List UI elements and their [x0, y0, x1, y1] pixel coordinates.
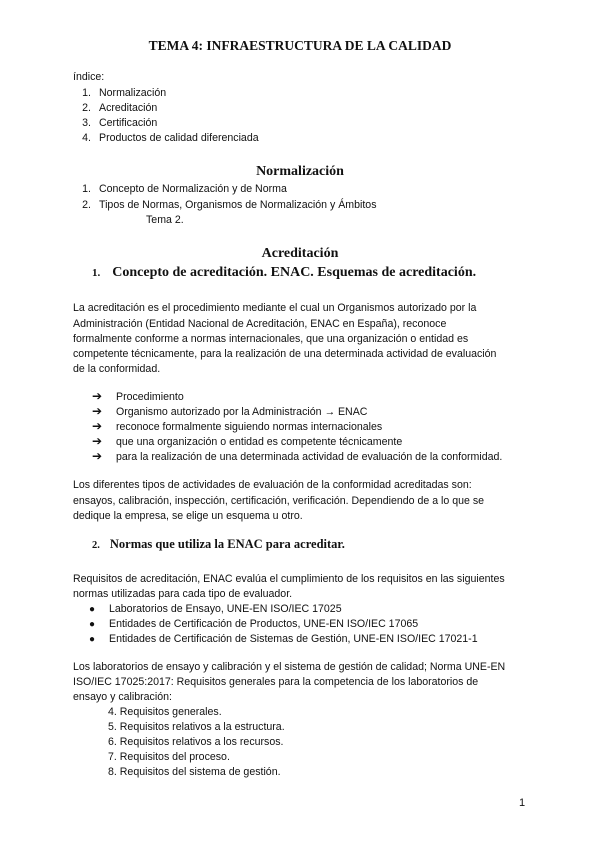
- arrow-icon: ➔: [92, 449, 103, 463]
- bullet-icon: ●: [88, 604, 96, 615]
- list-item: ➔ que una organización o entidad es competente técnicamente: [92, 434, 403, 448]
- list-item: 1. Concepto de Normalización y de Norma: [82, 183, 287, 195]
- bullet-icon: ●: [88, 619, 96, 630]
- subsection-heading-1: 1. Concepto de acreditación. ENAC. Esquemas de acreditación.: [92, 265, 477, 280]
- section-heading-acreditacion: Acreditación: [261, 246, 339, 261]
- list-item: ➔ reconoce formalmente siguiendo normas internacionales: [92, 419, 383, 433]
- list-item: ➔ para la realización de una determinada actividad de evaluación de la conformidad.: [92, 449, 503, 463]
- document-title: TEMA 4: INFRAESTRUCTURA DE LA CALIDAD: [148, 38, 452, 53]
- arrow-icon: ➔: [92, 404, 103, 418]
- list-item: ➔ Procedimiento: [92, 389, 184, 403]
- note-text: Tema 2.: [146, 214, 184, 226]
- list-item: 4. Productos de calidad diferenciada: [82, 132, 259, 144]
- list-item: ➔ Organismo autorizado por la Administración → ENAC: [92, 404, 368, 418]
- index-label: índice:: [73, 71, 105, 83]
- list-item: 1. Normalización: [82, 87, 167, 99]
- list-item: 8. Requisitos del sistema de gestión.: [108, 766, 281, 778]
- arrow-icon: ➔: [92, 434, 103, 448]
- bullet-icon: ●: [88, 634, 96, 645]
- list-item: 6. Requisitos relativos a los recursos.: [108, 736, 284, 748]
- list-item: 7. Requisitos del proceso.: [108, 751, 230, 763]
- list-item: ● Entidades de Certificación de Sistemas de Gestión, UNE-EN ISO/IEC 17021-1: [85, 632, 478, 647]
- list-item: ● Entidades de Certificación de Productos, UNE-EN ISO/IEC 17065: [85, 617, 418, 632]
- section-heading-normalizacion: Normalización: [256, 164, 344, 179]
- list-item: 2. Tipos de Normas, Organismos de Normalización y Ámbitos: [82, 199, 377, 211]
- list-item: 2. Acreditación: [82, 102, 158, 114]
- arrow-icon: ➔: [92, 389, 103, 403]
- list-item: 4. Requisitos generales.: [108, 706, 222, 718]
- list-item: ● Laboratorios de Ensayo, UNE-EN ISO/IEC 17025: [85, 602, 342, 617]
- page-number: 1: [519, 797, 526, 809]
- subsection-heading-2: 2. Normas que utiliza la ENAC para acreditar.: [92, 537, 345, 551]
- list-item: 3. Certificación: [82, 117, 158, 129]
- arrow-icon: ➔: [92, 419, 103, 433]
- list-item: 5. Requisitos relativos a la estructura.: [108, 721, 285, 733]
